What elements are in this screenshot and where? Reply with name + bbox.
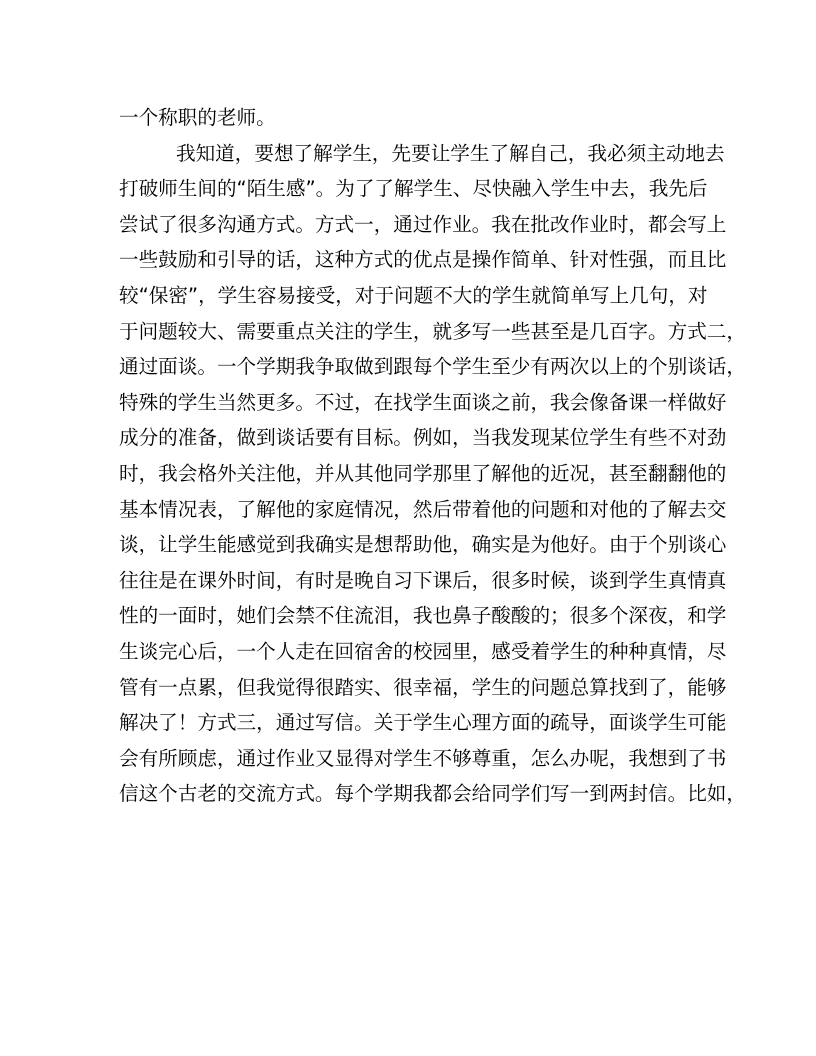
text-line: 成分的准备，做到谈话要有目标。例如，当我发现某位学生有些不对劲 <box>119 426 727 450</box>
text-line: 特殊的学生当然更多。不过，在找学生面谈之前，我会像备课一样做好 <box>119 390 727 414</box>
text-line: 尝试了很多沟通方式。方式一，通过作业。我在批改作业时，都会写上 <box>119 212 727 236</box>
body-text <box>119 100 746 812</box>
text-line: 管有一点累，但我觉得很踏实、很幸福，学生的问题总算找到了，能够 <box>119 675 727 699</box>
text-line: 基本情况表，了解他的家庭情况，然后带着他的问题和对他的了解去交 <box>119 497 727 521</box>
text-line: 往往是在课外时间，有时是晚自习下课后，很多时候，谈到学生真情真 <box>119 568 727 592</box>
text-line: 通过面谈。一个学期我争取做到跟每个学生至少有两次以上的个别谈话， <box>119 355 746 379</box>
text-line: 生谈完心后，一个人走在回宿舍的校园里，感受着学生的种种真情，尽 <box>119 639 727 663</box>
text-line: 性的一面时，她们会禁不住流泪，我也鼻子酸酸的；很多个深夜，和学 <box>119 604 727 628</box>
text-line: 时，我会格外关注他，并从其他同学那里了解他的近况，甚至翻翻他的 <box>119 461 727 485</box>
text-line: 解决了！方式三，通过写信。关于学生心理方面的疏导，面谈学生可能 <box>119 711 727 735</box>
text-line: 于问题较大、需要重点关注的学生，就多写一些甚至是几百字。方式二， <box>119 319 746 343</box>
text-line: 一个称职的老师。 <box>119 106 276 129</box>
text-line: 谈，让学生能感觉到我确实是想帮助他，确实是为他好。由于个别谈心 <box>119 533 727 557</box>
text-line: 较“保密”，学生容易接受，对于问题不大的学生就简单写上几句，对 <box>119 283 708 307</box>
text-line: 会有所顾虑，通过作业又显得对学生不够尊重，怎么办呢，我想到了书 <box>119 746 727 770</box>
text-line: 一些鼓励和引导的话，这种方式的优点是操作简单、针对性强，而且比 <box>119 248 727 272</box>
text-line: 打破师生间的“陌生感”。为了了解学生、尽快融入学生中去，我先后 <box>119 177 708 201</box>
text-line: 我知道，要想了解学生，先要让学生了解自己，我必须主动地去 <box>176 141 725 165</box>
text-line: 信这个古老的交流方式。每个学期我都会给同学们写一到两封信。比如， <box>119 782 746 806</box>
